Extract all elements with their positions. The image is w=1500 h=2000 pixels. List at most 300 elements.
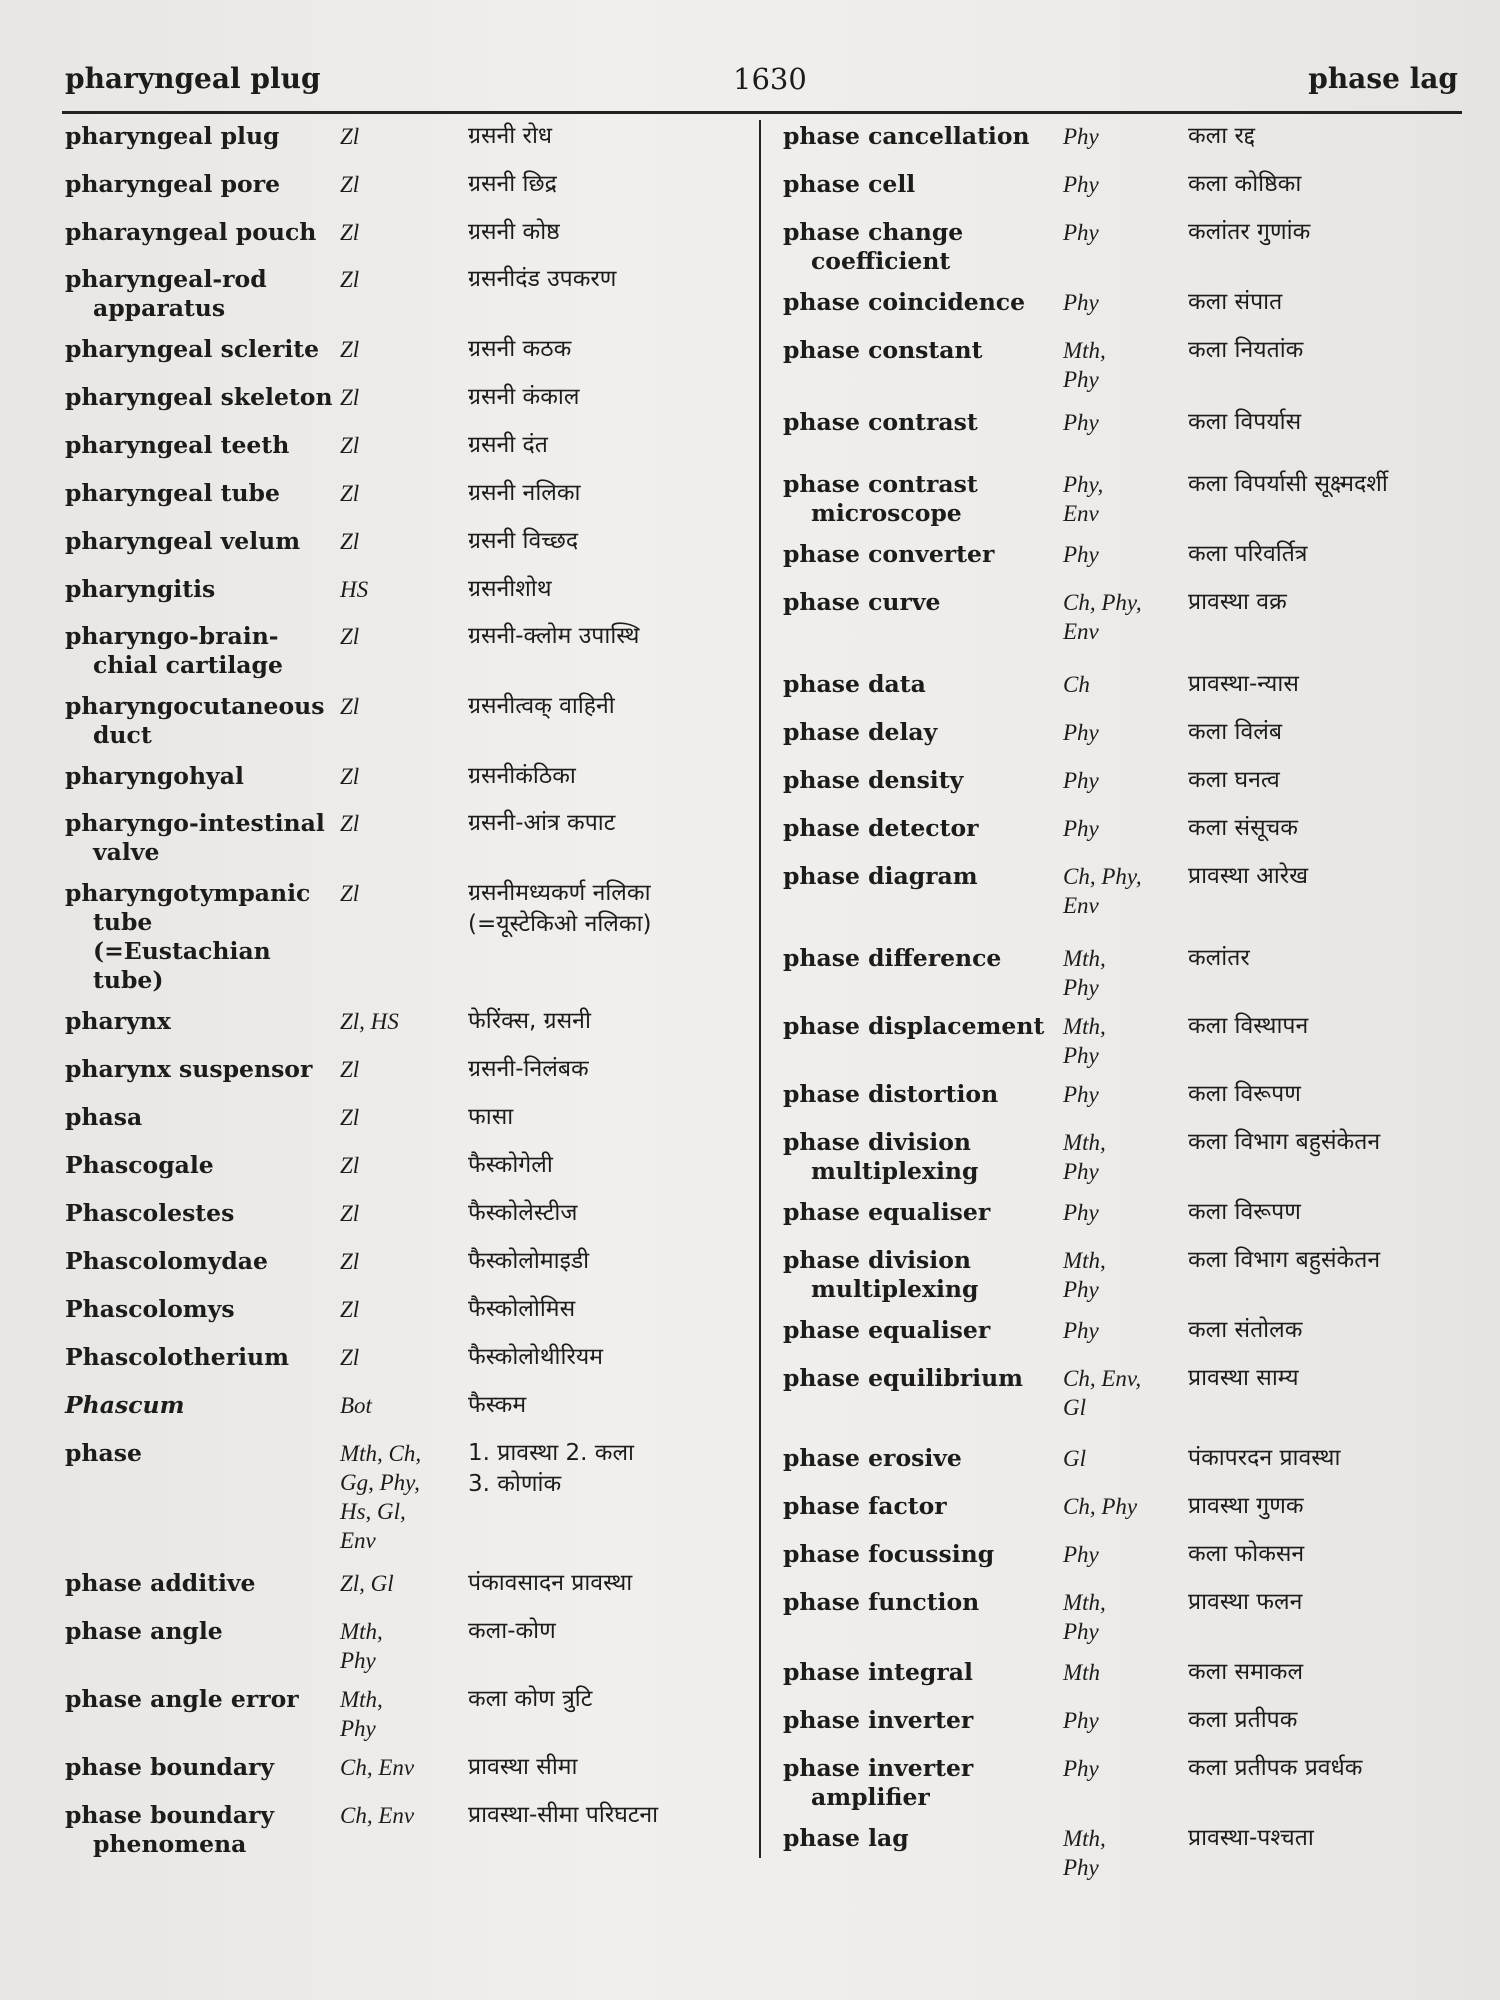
hindi-line: ग्रसनी नलिका — [468, 480, 581, 506]
entry-term — [783, 336, 1063, 365]
entry-hindi — [1188, 1754, 1362, 1783]
hindi-line: ग्रसनी-आंत्र कपाट — [468, 810, 616, 836]
dictionary-entry — [783, 1492, 1463, 1521]
dictionary-entry — [65, 431, 755, 460]
hindi-line: 1. प्रावस्था 2. कला — [468, 1440, 635, 1466]
dictionary-entry — [783, 1364, 1463, 1422]
entry-term — [783, 1128, 1063, 1186]
term-line: phase angle error — [65, 1685, 299, 1713]
subject-line: Zl — [340, 764, 360, 789]
dictionary-entry — [65, 575, 755, 604]
entry-hindi — [1188, 1588, 1302, 1617]
entry-term — [65, 1007, 340, 1036]
entry-term — [65, 1103, 340, 1132]
entry-term — [783, 540, 1063, 569]
dictionary-entry — [65, 762, 755, 791]
hindi-line: फैस्कोलेस्टीज — [468, 1200, 578, 1226]
term-line: phase boundary — [65, 1801, 275, 1829]
entry-hindi — [1188, 1540, 1304, 1569]
dictionary-entry — [65, 1801, 755, 1859]
entry-subject — [1063, 1128, 1188, 1186]
entry-subject — [340, 1569, 468, 1598]
entry-term — [65, 809, 340, 867]
dictionary-entry — [65, 809, 755, 867]
subject-line: Phy — [1063, 172, 1099, 197]
subject-line: Zl — [340, 220, 360, 245]
entry-subject — [340, 809, 468, 838]
dictionary-entry — [65, 1247, 755, 1276]
entry-term — [65, 1055, 340, 1084]
dictionary-entry — [783, 766, 1463, 795]
entry-term — [65, 879, 340, 995]
entry-hindi — [1188, 1246, 1380, 1275]
entry-term — [65, 1343, 340, 1372]
hindi-line: कला विरूपण — [1188, 1199, 1301, 1225]
hindi-line: प्रावस्था फलन — [1188, 1589, 1303, 1615]
entry-subject — [1063, 540, 1188, 569]
term-line: phase inverter — [783, 1754, 974, 1782]
term-line: tube — [93, 908, 153, 936]
subject-line: Mth, — [340, 1687, 383, 1712]
term-line: Phascolomydae — [65, 1247, 268, 1275]
subject-line: Hs, Gl, — [340, 1499, 406, 1524]
entry-subject — [1063, 336, 1188, 394]
entry-hindi — [1188, 1658, 1303, 1687]
entry-subject — [340, 218, 468, 247]
entry-hindi — [468, 1753, 578, 1782]
entry-subject — [1063, 862, 1188, 920]
dictionary-entry — [65, 1439, 755, 1555]
term-line: phase equaliser — [783, 1198, 991, 1226]
term-line: phase cancellation — [783, 122, 1030, 150]
term-line: pharayngeal pouch — [65, 218, 317, 246]
subject-line: Phy — [1063, 1082, 1099, 1107]
hindi-line: फैस्कोगेली — [468, 1152, 553, 1178]
subject-line: Phy — [1063, 124, 1099, 149]
subject-line: Phy — [1063, 768, 1099, 793]
entry-hindi — [1188, 670, 1299, 699]
entry-term — [65, 1617, 340, 1646]
entry-hindi — [1188, 1080, 1301, 1109]
dictionary-entry — [65, 170, 755, 199]
entry-term — [65, 1391, 340, 1420]
dictionary-entry — [783, 336, 1463, 394]
entry-term — [783, 1540, 1063, 1569]
dictionary-entry — [65, 1055, 755, 1084]
entry-term — [783, 1012, 1063, 1041]
hindi-line: फैस्कोलोथीरियम — [468, 1344, 603, 1370]
dictionary-entry — [65, 1617, 755, 1675]
term-line: phase equaliser — [783, 1316, 991, 1344]
term-line: phase additive — [65, 1569, 256, 1597]
dictionary-entry — [65, 1753, 755, 1782]
subject-line: Zl — [340, 529, 360, 554]
entry-subject — [1063, 288, 1188, 317]
entry-term — [783, 670, 1063, 699]
term-line: phase density — [783, 766, 964, 794]
entry-hindi — [1188, 1012, 1308, 1041]
subject-line: Ch, Phy — [1063, 1494, 1138, 1519]
entry-term — [65, 122, 340, 151]
subject-line: Zl — [340, 124, 360, 149]
entry-term — [65, 170, 340, 199]
term-line: phase distortion — [783, 1080, 999, 1108]
hindi-line: कला कोष्ठिका — [1188, 171, 1302, 197]
subject-line: Mth — [1063, 1660, 1101, 1685]
entry-term — [65, 383, 340, 412]
hindi-line: पंकापरदन प्रावस्था — [1188, 1445, 1341, 1471]
hindi-line: प्रावस्था-पश्चता — [1188, 1825, 1314, 1851]
entry-subject — [1063, 1706, 1188, 1735]
entry-hindi — [468, 692, 615, 721]
term-line: pharyngocutaneous — [65, 692, 325, 720]
dictionary-entry — [783, 1540, 1463, 1569]
entry-term — [65, 1151, 340, 1180]
term-line: phase function — [783, 1588, 980, 1616]
subject-line: Phy — [1063, 1200, 1099, 1225]
entry-term — [783, 1316, 1063, 1345]
term-line: amplifier — [811, 1783, 930, 1811]
entry-hindi — [1188, 1128, 1380, 1157]
entry-hindi — [468, 479, 581, 508]
entry-hindi — [1188, 122, 1255, 151]
subject-line: Phy — [1063, 367, 1099, 392]
entry-hindi — [1188, 588, 1287, 617]
entry-term — [783, 1754, 1063, 1812]
term-line: phase contrast — [783, 408, 978, 436]
entry-term — [783, 814, 1063, 843]
entry-hindi — [1188, 408, 1301, 437]
term-line: pharyngo-brain- — [65, 622, 279, 650]
entry-hindi — [1188, 1198, 1301, 1227]
entry-hindi — [468, 1151, 553, 1180]
entry-term — [65, 1199, 340, 1228]
dictionary-entry — [783, 1444, 1463, 1473]
hindi-line: ग्रसनी कोष्ठ — [468, 219, 560, 245]
term-line: pharyngitis — [65, 575, 216, 603]
entry-term — [65, 1439, 340, 1468]
term-line: phase division — [783, 1246, 971, 1274]
subject-line: Phy — [1063, 1756, 1099, 1781]
dictionary-entry — [783, 814, 1463, 843]
entry-subject — [1063, 1540, 1188, 1569]
term-line: phase erosive — [783, 1444, 962, 1472]
subject-line: Gg, Phy, — [340, 1470, 420, 1495]
subject-line: Phy — [1063, 290, 1099, 315]
term-line: phase integral — [783, 1658, 973, 1686]
dictionary-entry — [65, 1391, 755, 1420]
entry-subject — [1063, 1658, 1188, 1687]
dictionary-entry — [783, 1012, 1463, 1070]
subject-line: Zl — [340, 433, 360, 458]
hindi-line: कला विभाग बहुसंकेतन — [1188, 1247, 1381, 1273]
entry-hindi — [468, 431, 548, 460]
entry-subject — [1063, 1492, 1188, 1521]
term-line: multiplexing — [811, 1157, 979, 1185]
entry-subject — [1063, 1364, 1188, 1422]
entry-hindi — [468, 1569, 632, 1598]
subject-line: Phy — [1063, 1619, 1099, 1644]
entry-term — [783, 588, 1063, 617]
hindi-line: कला-कोण — [468, 1618, 556, 1644]
dictionary-entry — [783, 944, 1463, 1002]
subject-line: Zl — [340, 811, 360, 836]
dictionary-entry — [783, 670, 1463, 699]
hindi-line: फासा — [468, 1104, 514, 1130]
subject-line: Phy — [1063, 1043, 1099, 1068]
entry-subject — [340, 170, 468, 199]
dictionary-entry — [65, 1685, 755, 1743]
entry-subject — [340, 1439, 468, 1555]
subject-line: Zl — [340, 1297, 360, 1322]
entry-subject — [340, 383, 468, 412]
subject-line: Env — [1063, 501, 1099, 526]
hindi-line: कला कोण त्रुटि — [468, 1686, 593, 1712]
term-line: Phascolomys — [65, 1295, 235, 1323]
entry-subject — [1063, 470, 1188, 528]
hindi-line: ग्रसनी छिद्र — [468, 171, 557, 197]
entry-subject — [1063, 122, 1188, 151]
entry-subject — [340, 1685, 468, 1743]
term-line: phase focussing — [783, 1540, 995, 1568]
entry-term — [65, 1247, 340, 1276]
entry-hindi — [468, 1055, 589, 1084]
hindi-line: प्रावस्था साम्य — [1188, 1365, 1299, 1391]
entry-hindi — [468, 335, 571, 364]
hindi-line: प्रावस्था सीमा — [468, 1754, 578, 1780]
entry-hindi — [1188, 1824, 1314, 1853]
dictionary-entry — [783, 1316, 1463, 1345]
entry-hindi — [1188, 766, 1280, 795]
term-line: pharyngo-intestinal — [65, 809, 325, 837]
entry-subject — [340, 1055, 468, 1084]
entry-subject — [340, 692, 468, 721]
dictionary-entry — [783, 408, 1463, 437]
entry-subject — [1063, 1824, 1188, 1882]
entry-subject — [340, 575, 468, 604]
term-line: phase displacement — [783, 1012, 1045, 1040]
entry-subject — [340, 431, 468, 460]
dictionary-entry — [65, 1569, 755, 1598]
term-line: phase constant — [783, 336, 983, 364]
term-line: phasa — [65, 1103, 143, 1131]
hindi-line: ग्रसनी-निलंबक — [468, 1056, 589, 1082]
entry-term — [783, 1492, 1063, 1521]
dictionary-entry — [783, 1080, 1463, 1109]
entry-hindi — [468, 1801, 658, 1830]
dictionary-entry — [783, 470, 1463, 528]
subject-line: Zl, Gl — [340, 1571, 394, 1596]
term-line: pharyngeal pore — [65, 170, 281, 198]
entry-subject — [1063, 766, 1188, 795]
hindi-line: प्रावस्था-न्यास — [1188, 671, 1299, 697]
hindi-line: कला विस्थापन — [1188, 1013, 1309, 1039]
hindi-line: कला विपर्यास — [1188, 409, 1302, 435]
dictionary-entry — [65, 879, 755, 995]
hindi-line: कला विलंब — [1188, 719, 1282, 745]
subject-line: Zl — [340, 624, 360, 649]
hindi-line: प्रावस्था आरेख — [1188, 863, 1309, 889]
term-line: phase coincidence — [783, 288, 1026, 316]
hindi-line: कला फोकसन — [1188, 1541, 1305, 1567]
hindi-line: कला प्रतीपक प्रवर्धक — [1188, 1755, 1363, 1781]
entry-hindi — [1188, 288, 1282, 317]
entry-term — [65, 622, 340, 680]
subject-line: Mth, — [1063, 1130, 1106, 1155]
entry-hindi — [468, 1391, 526, 1420]
term-line: phase boundary — [65, 1753, 275, 1781]
subject-line: Env — [1063, 893, 1099, 918]
entry-hindi — [468, 1685, 592, 1714]
entry-term — [783, 1364, 1063, 1393]
entry-subject — [340, 1295, 468, 1324]
entry-term — [783, 862, 1063, 891]
term-line: multiplexing — [811, 1275, 979, 1303]
term-line: phase equilibrium — [783, 1364, 1024, 1392]
term-line: tube) — [93, 966, 164, 994]
dictionary-entry — [783, 288, 1463, 317]
subject-line: Zl — [340, 694, 360, 719]
dictionary-entry — [783, 540, 1463, 569]
dictionary-entry — [65, 692, 755, 750]
subject-line: Phy — [1063, 1318, 1099, 1343]
subject-line: Phy — [1063, 542, 1099, 567]
entry-term — [783, 718, 1063, 747]
hindi-line: कला संसूचक — [1188, 815, 1298, 841]
hindi-line: कलांतर गुणांक — [1188, 219, 1311, 245]
term-line: pharyngohyal — [65, 762, 244, 790]
entry-subject — [1063, 1444, 1188, 1473]
term-line: phase division — [783, 1128, 971, 1156]
entry-subject — [1063, 814, 1188, 843]
entry-subject — [340, 1391, 468, 1420]
entry-hindi — [468, 1007, 591, 1036]
term-line: coefficient — [811, 247, 951, 275]
entry-subject — [340, 122, 468, 151]
subject-line: Ch, Env — [340, 1755, 415, 1780]
subject-line: Ch — [1063, 672, 1090, 697]
term-line: Phascolotherium — [65, 1343, 289, 1371]
entry-subject — [340, 1343, 468, 1372]
entry-subject — [1063, 718, 1188, 747]
entry-term — [65, 762, 340, 791]
entry-term — [65, 1801, 340, 1859]
entry-subject — [340, 879, 468, 908]
dictionary-entry — [783, 1754, 1463, 1812]
term-line: phase lag — [783, 1824, 909, 1852]
hindi-line: प्रावस्था वक्र — [1188, 589, 1287, 615]
hindi-line: कला विपर्यासी सूक्ष्मदर्शी — [1188, 471, 1388, 497]
dictionary-entry — [783, 1198, 1463, 1227]
entry-hindi — [1188, 336, 1303, 365]
dictionary-entry — [65, 1007, 755, 1036]
hindi-line: कला नियतांक — [1188, 337, 1304, 363]
subject-line: Phy — [1063, 975, 1099, 1000]
entry-hindi — [1188, 944, 1250, 973]
entry-subject — [340, 1199, 468, 1228]
subject-line: Phy — [1063, 1855, 1099, 1880]
hindi-line: पंकावसादन प्रावस्था — [468, 1570, 633, 1596]
subject-line: Ch, Env, — [1063, 1366, 1142, 1391]
subject-line: Phy — [1063, 1159, 1099, 1184]
entry-hindi — [1188, 1492, 1304, 1521]
entry-subject — [340, 1617, 468, 1675]
subject-line: Phy — [340, 1716, 376, 1741]
header-rule — [62, 111, 1462, 114]
dictionary-entry — [65, 1343, 755, 1372]
term-line: phenomena — [93, 1830, 247, 1858]
entry-term — [65, 1685, 340, 1714]
subject-line: Phy — [1063, 1542, 1099, 1567]
hindi-line: कला विभाग बहुसंकेतन — [1188, 1129, 1381, 1155]
entry-term — [783, 408, 1063, 437]
dictionary-entry — [65, 335, 755, 364]
entry-term — [65, 1753, 340, 1782]
page-header — [65, 62, 1458, 106]
entry-hindi — [468, 265, 616, 294]
hindi-line: ग्रसनीकंठिका — [468, 763, 576, 789]
subject-line: Mth, — [1063, 946, 1106, 971]
subject-line: Zl — [340, 1201, 360, 1226]
page-number: 1630 — [733, 62, 807, 96]
entry-subject — [1063, 1316, 1188, 1345]
subject-line: Zl — [340, 172, 360, 197]
term-line: pharyngeal-rod — [65, 265, 267, 293]
dictionary-entry — [783, 862, 1463, 920]
term-line: phase change — [783, 218, 964, 246]
hindi-line: ग्रसनीमध्यकर्ण नलिका — [468, 880, 651, 906]
entry-hindi — [1188, 862, 1308, 891]
subject-line: Phy — [1063, 1277, 1099, 1302]
entry-hindi — [468, 527, 578, 556]
dictionary-entry — [65, 479, 755, 508]
entry-term — [783, 288, 1063, 317]
entry-hindi — [1188, 814, 1298, 843]
term-line: pharyngeal tube — [65, 479, 280, 507]
hindi-line: फैस्कोलोमिस — [468, 1296, 576, 1322]
entry-subject — [340, 1151, 468, 1180]
entry-hindi — [1188, 1316, 1302, 1345]
entry-term — [783, 1444, 1063, 1473]
term-line: chial cartilage — [93, 651, 283, 679]
left-guide-word: pharyngeal plug — [65, 62, 321, 95]
hindi-line: ग्रसनी-क्लोम उपास्थि — [468, 623, 640, 649]
entry-hindi — [468, 575, 552, 604]
hindi-line: कला प्रतीपक — [1188, 1707, 1298, 1733]
term-line: phase curve — [783, 588, 941, 616]
entry-subject — [340, 1007, 468, 1036]
term-line: Phascogale — [65, 1151, 214, 1179]
entry-hindi — [1188, 218, 1310, 247]
entry-hindi — [1188, 540, 1308, 569]
subject-line: Mth, — [1063, 1590, 1106, 1615]
entry-term — [783, 170, 1063, 199]
subject-line: Zl — [340, 481, 360, 506]
entry-subject — [1063, 1198, 1188, 1227]
term-line: phase — [65, 1439, 142, 1467]
term-line: pharynx suspensor — [65, 1055, 313, 1083]
subject-line: Phy — [340, 1648, 376, 1673]
hindi-line: कला संपात — [1188, 289, 1283, 315]
term-line: apparatus — [93, 294, 226, 322]
entry-subject — [1063, 170, 1188, 199]
dictionary-entry — [65, 527, 755, 556]
term-line: phase contrast — [783, 470, 978, 498]
term-line: pharyngotympanic — [65, 879, 311, 907]
hindi-line: (=यूस्टेकिओ नलिका) — [468, 911, 652, 937]
entry-hindi — [1188, 1444, 1340, 1473]
subject-line: Zl — [340, 267, 360, 292]
